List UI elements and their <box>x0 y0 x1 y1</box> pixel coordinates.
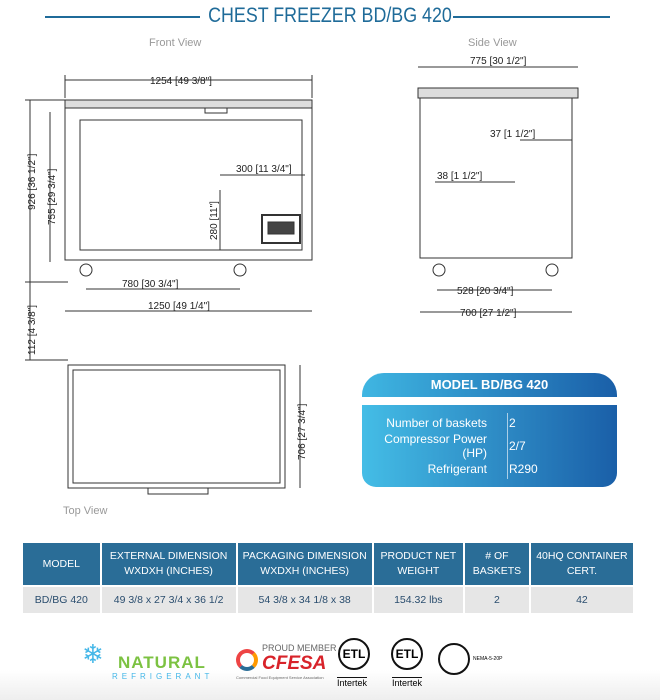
cell: BD/BG 420 <box>23 587 100 613</box>
cell: 2 <box>465 587 529 613</box>
col-header: 40HQ CONTAINER CERT. <box>531 543 633 585</box>
front-wheel-left <box>80 264 92 276</box>
logos-bar <box>0 625 660 700</box>
cfesa-icon <box>236 649 258 671</box>
top-lid <box>73 370 280 483</box>
etl-intertek-1: Intertek <box>337 678 368 688</box>
dim-front-panel-h: 280 [11"] <box>209 201 220 240</box>
nema-plug-icon <box>438 643 470 675</box>
cell: 49 3/8 x 27 3/4 x 36 1/2 <box>102 587 236 613</box>
specs-table <box>21 541 635 615</box>
spec-value: 2/7 <box>509 438 526 453</box>
nema-label: NEMA-5-20P <box>473 656 503 662</box>
dim-front-width-top: 1254 [49 3/8"] <box>150 76 212 87</box>
dim-side-38: 38 [1 1/2"] <box>437 171 483 182</box>
snowflake-icon: ❄ <box>82 639 104 669</box>
dim-side-wheel-span: 528 [20 3/4"] <box>457 286 514 297</box>
spec-divider <box>507 413 508 479</box>
etl-sanitation-icon: ETL <box>391 638 423 670</box>
dim-side-depth-bottom: 700 [27 1/2"] <box>460 308 517 319</box>
dim-front-panel-w: 300 [11 3/4"] <box>236 164 292 175</box>
top-body <box>68 365 285 488</box>
cell: 54 3/8 x 34 1/8 x 38 <box>238 587 372 613</box>
etl-c-us-icon: ETL <box>338 638 370 670</box>
spec-key: Number of baskets <box>386 415 487 430</box>
table-row <box>23 587 633 613</box>
col-header: PACKAGING DIMENSION WXDXH (INCHES) <box>238 543 372 585</box>
front-view-label: Front View <box>149 37 202 49</box>
spec-value: 2 <box>509 415 516 430</box>
front-wheel-right <box>234 264 246 276</box>
dim-side-37: 37 [1 1/2"] <box>490 129 536 140</box>
col-header: MODEL <box>23 543 100 585</box>
etl-intertek-2: Intertek <box>392 678 423 688</box>
cfesa-sub: Commercial Food Equipment Service Association <box>236 675 324 680</box>
dim-top-depth: 706 [27 3/4"] <box>297 403 308 460</box>
natural-logo-bottom: REFRIGERANT <box>112 672 214 681</box>
col-header: EXTERNAL DIMENSION WXDXH (INCHES) <box>102 543 236 585</box>
display <box>268 222 294 234</box>
page-title: CHEST FREEZER BD/BG 420 <box>208 4 452 27</box>
spec-card-header: MODEL BD/BG 420 <box>362 373 617 397</box>
side-view-label: Side View <box>468 37 517 49</box>
dim-front-clearance: 112 [4 3/8"] <box>27 304 38 355</box>
col-header: # OF BASKETS <box>465 543 529 585</box>
front-handle <box>205 108 227 113</box>
dim-front-height-total: 926 [36 1/2"] <box>27 153 38 210</box>
table-header-row <box>23 543 633 585</box>
col-header: PRODUCT NET WEIGHT <box>374 543 463 585</box>
top-handle <box>148 488 208 494</box>
front-lid <box>65 100 312 108</box>
spec-key: Refrigerant <box>427 461 487 476</box>
spec-value: R290 <box>509 461 538 476</box>
cell: 42 <box>531 587 633 613</box>
dim-front-width-bottom: 1250 [49 1/4"] <box>148 301 210 312</box>
spec-row <box>362 457 617 480</box>
side-wheel-right <box>546 264 558 276</box>
natural-logo-top: NATURAL <box>118 653 206 672</box>
cell: 154.32 lbs <box>374 587 463 613</box>
cfesa-logo: CFESA <box>262 653 327 674</box>
dim-front-height-body: 755 [29 3/4"] <box>47 168 58 225</box>
spec-card <box>362 373 617 487</box>
spec-row <box>362 431 617 460</box>
side-lid <box>418 88 578 98</box>
dim-side-depth-top: 775 [30 1/2"] <box>470 56 527 67</box>
top-view-label: Top View <box>63 505 108 517</box>
side-wheel-left <box>433 264 445 276</box>
spec-key: Compressor Power (HP) <box>384 431 487 460</box>
cfesa-top: PROUD MEMBER <box>262 643 337 653</box>
dim-front-wheel-span: 780 [30 3/4"] <box>122 279 179 290</box>
